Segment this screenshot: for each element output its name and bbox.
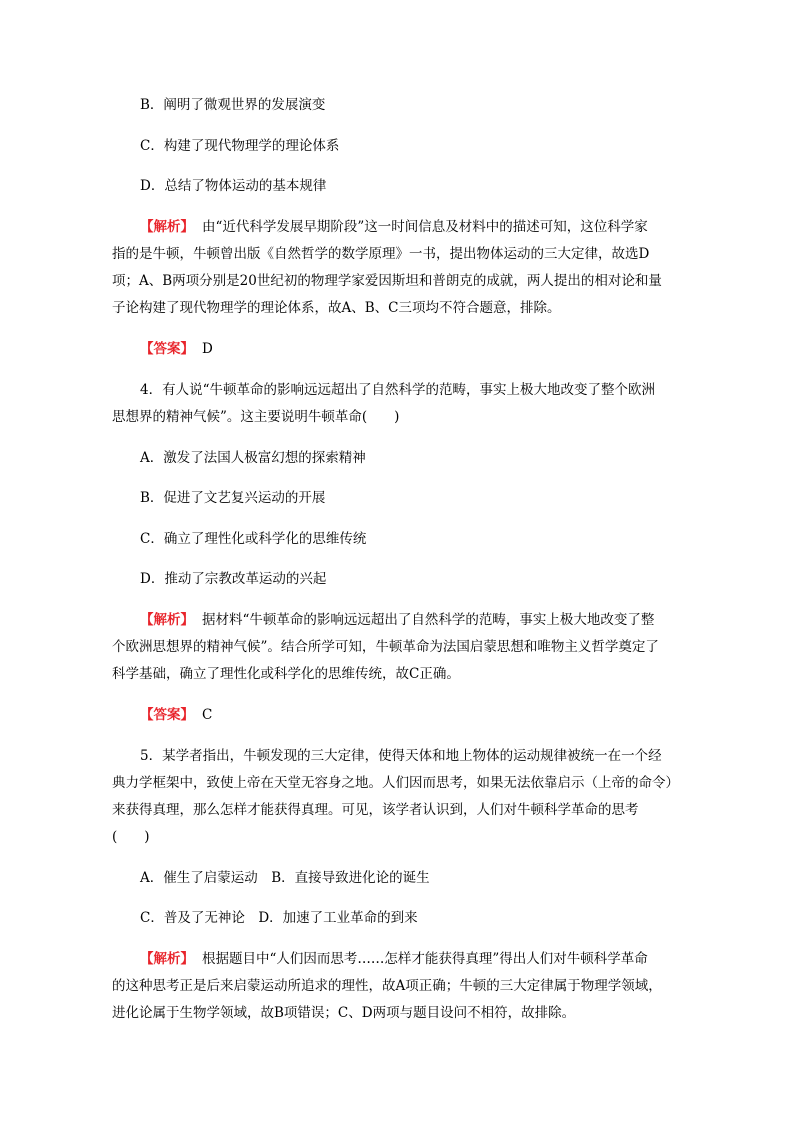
q4-stem-line-1: 4．有人说“牛顿革命的影响远远超出了自然科学的范畴，事实上极大地改变了整个欧洲: [140, 382, 655, 398]
q5-options-row-1: A．催生了启蒙运动 B．直接导致进化论的诞生: [140, 870, 430, 886]
q3-option-d: D．总结了物体运动的基本规律: [140, 178, 327, 194]
answer-value: D: [202, 341, 213, 357]
answer-tag: 【答案】: [140, 341, 194, 357]
q5-analysis-line-1: [112, 950, 682, 968]
q5-analysis-line-3: 进化论属于生物学领域，故B项错误；C、D两项与题目设问不相符，故排除。: [112, 1005, 576, 1021]
q5-stem-line-3: 来获得真理，那么怎样才能获得真理。可见，该学者认识到，人们对牛顿科学革命的思考: [112, 802, 639, 818]
q4-analysis-line-2: 个欧洲思想界的精神气候”。结合所学可知，牛顿革命为法国启蒙思想和唯物主义哲学奠定了: [112, 639, 659, 655]
q4-option-a: A．激发了法国人极富幻想的探索精神: [140, 450, 366, 466]
analysis-tag: 【解析】: [140, 219, 194, 235]
q3-analysis-line-2: 指的是牛顿，牛顿曾出版《自然哲学的数学原理》一书，提出物体运动的三大定律，故选D: [112, 246, 650, 262]
analysis-text: 根据题目中“人们因而思考……怎样才能获得真理”得出人们对牛顿科学革命: [202, 951, 648, 967]
q4-option-c: C．确立了理性化或科学化的思维传统: [140, 531, 367, 547]
q3-answer: [112, 340, 682, 358]
q5-stem-line-1: 5．某学者指出，牛顿发现的三大定律，使得天体和地上物体的运动规律被统一在一个经: [140, 748, 662, 764]
q5-analysis-line-2: 的这种思考正是后来启蒙运动所追求的理性，故A项正确；牛顿的三大定律属于物理学领域，: [112, 978, 662, 994]
q3-option-c: C．构建了现代物理学的理论体系: [140, 138, 340, 154]
answer-tag: 【答案】: [140, 707, 194, 723]
q4-analysis-line-3: 科学基础，确立了理性化或科学化的思维传统，故C正确。: [112, 666, 460, 682]
q3-analysis-line-4: 子论构建了现代物理学的理论体系，故A、B、C三项均不符合题意，排除。: [112, 300, 561, 316]
q4-option-b: B．促进了文艺复兴运动的开展: [140, 490, 326, 506]
analysis-tag: 【解析】: [140, 951, 194, 967]
q5-stem-line-2: 典力学框架中，致使上帝在天堂无容身之地。人们因而思考，如果无法依靠启示（上帝的命令）: [112, 775, 679, 791]
q5-stem-line-4: ( ): [112, 829, 150, 845]
q4-stem-line-2: 思想界的精神气候”。这主要说明牛顿革命( ): [112, 409, 400, 425]
analysis-text: 据材料“牛顿革命的影响远远超出了自然科学的范畴，事实上极大地改变了整: [202, 612, 655, 628]
analysis-text: 由“近代科学发展早期阶段”这一时间信息及材料中的描述可知，这位科学家: [202, 219, 648, 235]
analysis-tag: 【解析】: [140, 612, 194, 628]
q5-options-row-2: C．普及了无神论 D．加速了工业革命的到来: [140, 910, 418, 926]
q4-answer: [112, 706, 682, 724]
q4-analysis-line-1: [112, 611, 682, 629]
q4-option-d: D．推动了宗教改革运动的兴起: [140, 571, 327, 587]
answer-value: C: [202, 707, 213, 723]
q3-analysis-line-1: [112, 218, 682, 236]
q3-option-b: B．阐明了微观世界的发展演变: [140, 97, 326, 113]
q3-analysis-line-3: 项；A、B两项分别是20世纪初的物理学家爱因斯坦和普朗克的成就，两人提出的相对论和量: [112, 273, 662, 289]
